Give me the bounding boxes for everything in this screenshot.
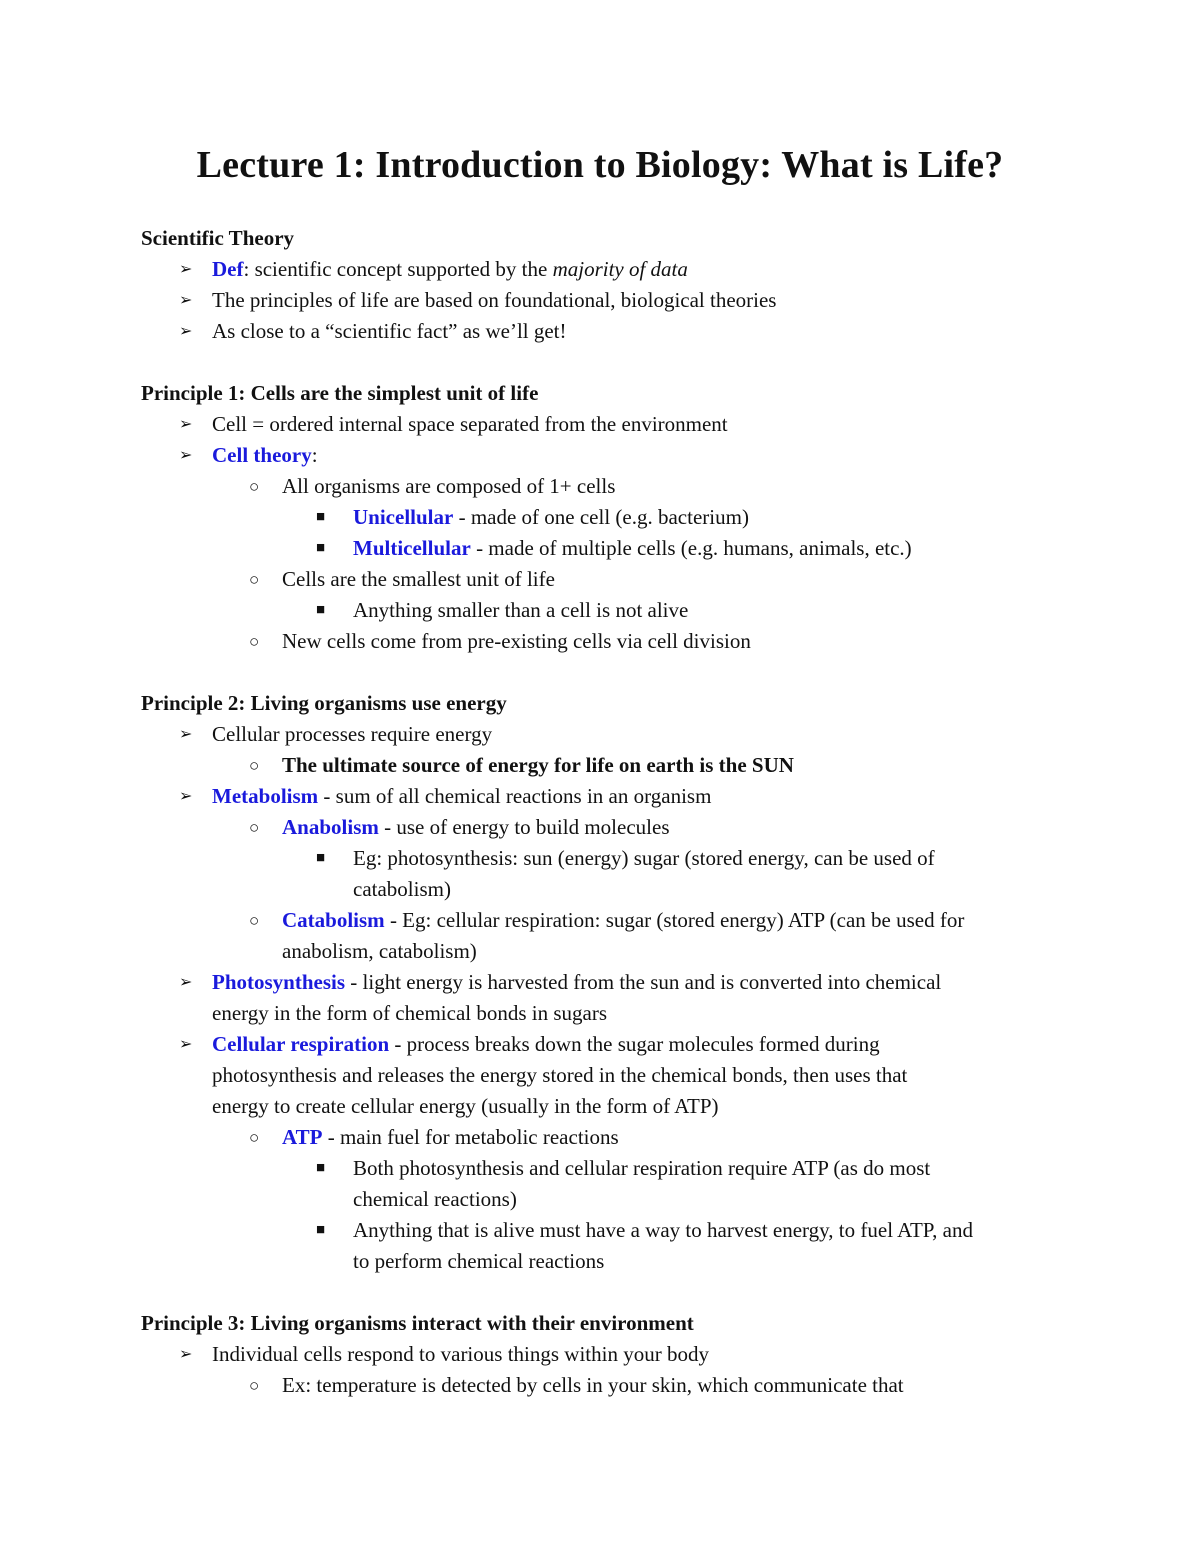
arrow-bullet-icon: ➢: [179, 1036, 193, 1053]
arrow-bullet-icon: ➢: [179, 726, 193, 743]
item-text: - made of multiple cells (e.g. humans, animals, etc.): [470, 536, 912, 560]
arrow-bullet-icon: ➢: [179, 323, 193, 340]
list-item: [141, 843, 1061, 905]
list-item: [141, 719, 1061, 750]
arrow-bullet-icon: ➢: [179, 416, 193, 433]
list-item: [141, 409, 1061, 440]
list-item: [141, 533, 1061, 564]
item-text: - sum of all chemical reactions in an organism: [318, 784, 712, 808]
item-text: Cell = ordered internal space separated from the environment: [212, 412, 728, 436]
term-catabolism: Catabolism: [282, 908, 385, 932]
section-heading-scientific-theory: Scientific Theory: [141, 226, 295, 250]
item-text: chemical reactions): [353, 1187, 517, 1211]
square-bullet-icon: ■: [316, 1222, 326, 1238]
arrow-bullet-icon: ➢: [179, 974, 193, 991]
square-bullet-icon: ■: [316, 850, 326, 866]
square-bullet-icon: ■: [316, 602, 326, 618]
list-item: [141, 440, 1061, 471]
section-heading-principle-3: Principle 3: Living organisms interact with their environment: [141, 1311, 694, 1335]
item-text: Cellular processes require energy: [212, 722, 493, 746]
list-item: [141, 254, 1061, 285]
circle-bullet-icon: ○: [249, 818, 260, 837]
circle-bullet-icon: ○: [249, 756, 260, 775]
item-text: catabolism): [353, 877, 451, 901]
list-item: [141, 812, 1061, 843]
list-item: [141, 905, 1061, 967]
bold-text: The ultimate source of energy for life on earth is the SUN: [282, 753, 794, 777]
term-metabolism: Metabolism: [212, 784, 319, 808]
list-item: [141, 1153, 1061, 1215]
page-title: Lecture 1: Introduction to Biology: What is Life?: [196, 144, 1004, 186]
circle-bullet-icon: ○: [249, 1376, 260, 1395]
arrow-bullet-icon: ➢: [179, 788, 193, 805]
circle-bullet-icon: ○: [249, 570, 260, 589]
square-bullet-icon: ■: [316, 1160, 326, 1176]
item-text: :: [311, 443, 318, 467]
item-text: - use of energy to build molecules: [378, 815, 670, 839]
circle-bullet-icon: ○: [249, 1128, 260, 1147]
item-text: As close to a “scientific fact” as we’ll get!: [212, 319, 567, 343]
emphasis-text: majority of data: [552, 257, 688, 281]
circle-bullet-icon: ○: [249, 477, 260, 496]
term-cellular-respiration: Cellular respiration: [212, 1032, 390, 1056]
list-item: [141, 285, 1061, 316]
term-multicellular: Multicellular: [353, 536, 471, 560]
term-cell-theory: Cell theory: [212, 443, 312, 467]
item-text: Individual cells respond to various things within your body: [212, 1342, 709, 1366]
section-heading-principle-2: Principle 2: Living organisms use energy: [141, 691, 507, 715]
item-text: All organisms are composed of 1+ cells: [282, 474, 616, 498]
document-body: [141, 223, 1061, 1401]
list-item: [141, 471, 1061, 502]
list-item: [141, 1029, 1061, 1122]
list-item: [141, 626, 1061, 657]
item-text: - Eg: cellular respiration: sugar (stored energy) ATP (can be used for: [384, 908, 965, 932]
list-item: [141, 1339, 1061, 1370]
item-text: Cells are the smallest unit of life: [282, 567, 555, 591]
list-item: [141, 1122, 1061, 1153]
item-text: The principles of life are based on foundational, biological theories: [212, 288, 777, 312]
item-text: Both photosynthesis and cellular respiration require ATP (as do most: [353, 1156, 931, 1180]
term-anabolism: Anabolism: [282, 815, 379, 839]
list-item: [141, 502, 1061, 533]
item-text: : scientific concept supported by the: [243, 257, 553, 281]
square-bullet-icon: ■: [316, 509, 326, 525]
item-text: energy to create cellular energy (usually in the form of ATP): [212, 1094, 719, 1118]
term-atp: ATP: [282, 1125, 323, 1149]
item-text: energy in the form of chemical bonds in sugars: [212, 1001, 608, 1025]
arrow-bullet-icon: ➢: [179, 1346, 193, 1363]
arrow-bullet-icon: ➢: [179, 261, 193, 278]
item-text: New cells come from pre-existing cells via cell division: [282, 629, 751, 653]
item-text: anabolism, catabolism): [282, 939, 477, 963]
term-photosynthesis: Photosynthesis: [212, 970, 346, 994]
item-text: - made of one cell (e.g. bacterium): [453, 505, 749, 529]
term-def: Def: [212, 257, 244, 281]
item-text: Ex: temperature is detected by cells in your skin, which communicate that: [282, 1373, 904, 1397]
item-text: Eg: photosynthesis: sun (energy) sugar (stored energy, can be used of: [353, 846, 935, 870]
item-text: Anything that is alive must have a way to harvest energy, to fuel ATP, and: [353, 1218, 973, 1242]
item-text: to perform chemical reactions: [353, 1249, 605, 1273]
list-item: [141, 564, 1061, 595]
circle-bullet-icon: ○: [249, 911, 260, 930]
list-item: [141, 1215, 1061, 1277]
arrow-bullet-icon: ➢: [179, 292, 193, 309]
section-heading-principle-1: Principle 1: Cells are the simplest unit of life: [141, 381, 539, 405]
list-item: [141, 316, 1061, 347]
square-bullet-icon: ■: [316, 540, 326, 556]
list-item: [141, 967, 1061, 1029]
arrow-bullet-icon: ➢: [179, 447, 193, 464]
circle-bullet-icon: ○: [249, 632, 260, 651]
list-item: [141, 750, 1061, 781]
item-text: photosynthesis and releases the energy stored in the chemical bonds, then uses that: [212, 1063, 908, 1087]
item-text: Anything smaller than a cell is not alive: [353, 598, 689, 622]
item-text: - main fuel for metabolic reactions: [322, 1125, 619, 1149]
item-text: - process breaks down the sugar molecules formed during: [389, 1032, 880, 1056]
list-item: [141, 1370, 1061, 1401]
item-text: - light energy is harvested from the sun and is converted into chemical: [345, 970, 942, 994]
list-item: [141, 595, 1061, 626]
term-unicellular: Unicellular: [353, 505, 454, 529]
list-item: [141, 781, 1061, 812]
